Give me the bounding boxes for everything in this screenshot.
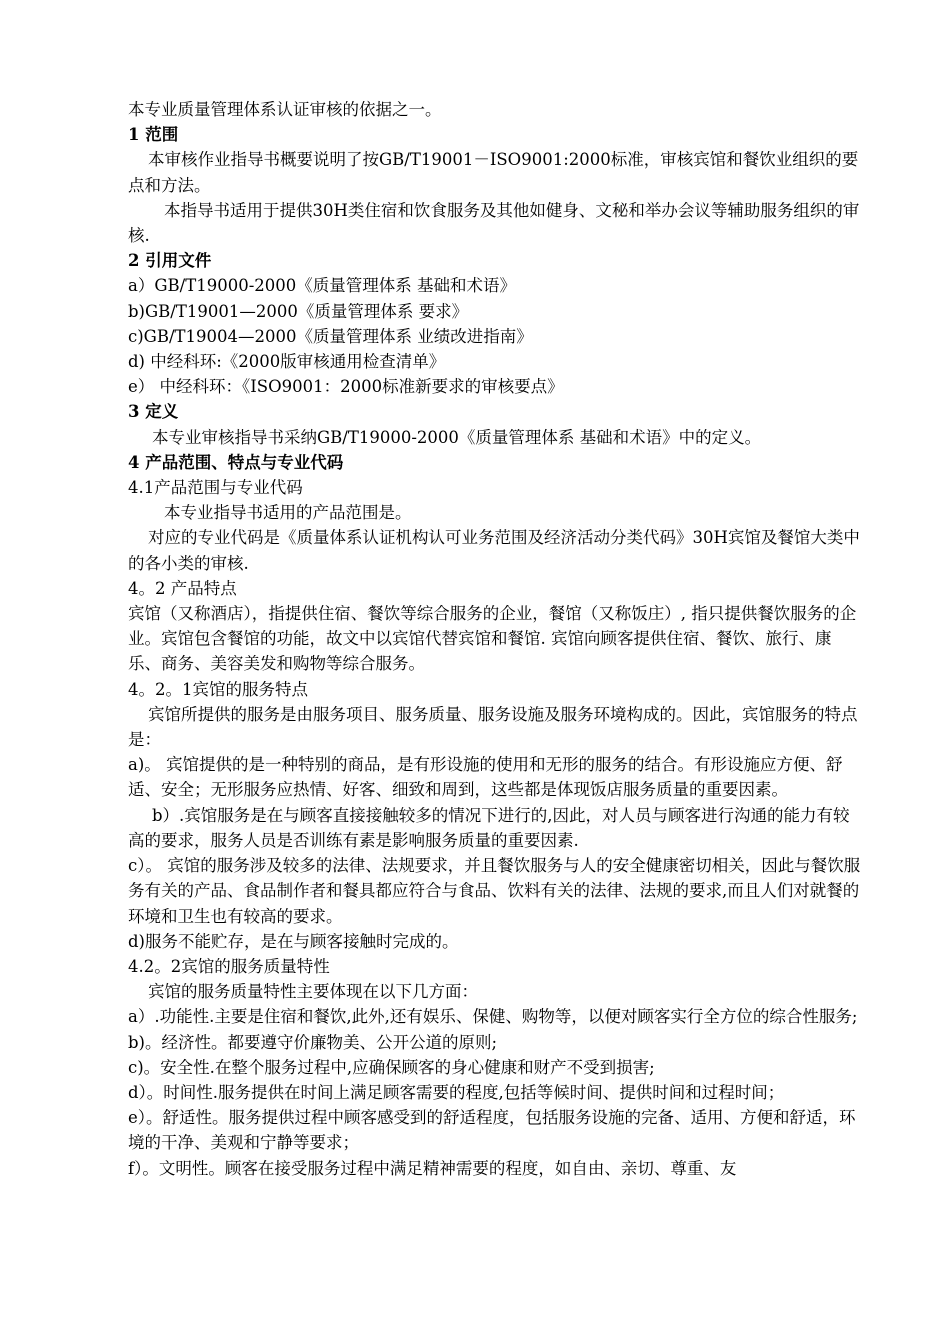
list-item: f）。文明性。顾客在接受服务过程中满足精神需要的程度，如自由、亲切、尊重、友: [128, 1158, 737, 1178]
list-item: d）。时间性.服务提供在时间上满足顾客需要的程度,包括等候时间、提供时间和过程时间；: [128, 1082, 785, 1102]
list-item: b）.宾馆服务是在与顾客直接接触较多的情况下进行的,因此，对人员与顾客进行沟通的能力有较高的要求，服务人员是否训练有素是影响服务质量的重要因素.: [128, 805, 850, 850]
paragraph: 宾馆（又称酒店），指提供住宿、餐饮等综合服务的企业，餐馆（又称饭庄）, 指只提供餐饮服务的企业。宾馆包含餐馆的功能，故文中以宾馆代替宾馆和餐馆. 宾馆向顾客提供住宿、餐饮、旅行、康乐、商务、美容美发和购物等综合服务。: [128, 604, 857, 674]
list-item: a）.功能性.主要是住宿和餐饮,此外,还有娱乐、保健、购物等，以便对顾客实行全方位的综合性服务;: [128, 1007, 858, 1027]
reference-item: c)GB/T19004—2000《质量管理体系 业绩改进指南》: [128, 326, 533, 346]
section-heading-definitions: 3 定义: [128, 402, 179, 422]
reference-item: a）GB/T19000-2000《质量管理体系 基础和术语》: [128, 276, 517, 296]
list-item: d)服务不能贮存，是在与顾客接触时完成的。: [128, 931, 459, 951]
paragraph: 本专业审核指导书采纳GB/T19000-2000《质量管理体系 基础和术语》中的定义。: [152, 427, 762, 447]
subsection-heading: 4。2 产品特点: [128, 578, 237, 598]
reference-item: b)GB/T19001—2000《质量管理体系 要求》: [128, 301, 469, 321]
paragraph: 宾馆所提供的服务是由服务项目、服务质量、服务设施及服务环境构成的。因此，宾馆服务的特点是：: [128, 704, 858, 750]
list-item: a)。 宾馆提供的是一种特别的商品，是有形设施的使用和无形的服务的结合。有形设施应方便、舒适、安全；无形服务应热情、好客、细致和周到，这些都是体现饭店服务质量的重要因素。: [128, 755, 843, 800]
document-body: [128, 97, 862, 1181]
intro-line: 本专业质量管理体系认证审核的依据之一。: [128, 100, 442, 119]
reference-item: e） 中经科环：《ISO9001：2000标准新要求的审核要点》: [128, 377, 564, 397]
subsection-heading: 4。2。1宾馆的服务特点: [128, 679, 308, 699]
paragraph: 本指导书适用于提供30H类住宿和饮食服务及其他如健身、文秘和举办会议等辅助服务组织的审核.: [128, 200, 860, 246]
paragraph: 对应的专业代码是《质量体系认证机构认可业务范围及经济活动分类代码》30H宾馆及餐馆大类中的各小类的审核.: [128, 528, 860, 573]
list-item: c）。 宾馆的服务涉及较多的法律、法规要求，并且餐饮服务与人的安全健康密切相关，因此与餐饮服务有关的产品、食品制作者和餐具都应符合与食品、饮料有关的法律、法规的要求,而且人们对就餐的环境和卫生也有较高的要求。: [128, 856, 861, 926]
paragraph: 本专业指导书适用的产品范围是。: [164, 503, 412, 523]
list-item: b)。经济性。都要遵守价廉物美、公开公道的原则;: [128, 1032, 498, 1052]
section-heading-references: 2 引用文件: [128, 251, 212, 271]
section-heading-product-scope: 4 产品范围、特点与专业代码: [128, 452, 344, 472]
subsection-heading: 4.1产品范围与专业代码: [128, 478, 303, 498]
paragraph: 本审核作业指导书概要说明了按GB/T19001－ISO9001:2000标准，审核宾馆和餐饮业组织的要点和方法。: [128, 150, 859, 195]
paragraph: 宾馆的服务质量特性主要体现在以下几方面：: [148, 982, 478, 1002]
subsection-heading: 4.2。2宾馆的服务质量特性: [128, 956, 330, 976]
reference-item: d) 中经科环:《2000版审核通用检查清单》: [128, 352, 446, 372]
list-item: e）。舒适性。服务提供过程中顾客感受到的舒适程度，包括服务设施的完备、适用、方便和舒适，环境的干净、美观和宁静等要求；: [128, 1108, 856, 1153]
section-heading-scope: 1 范围: [128, 125, 179, 145]
list-item: c)。安全性.在整个服务过程中,应确保顾客的身心健康和财产不受到损害;: [128, 1057, 655, 1077]
